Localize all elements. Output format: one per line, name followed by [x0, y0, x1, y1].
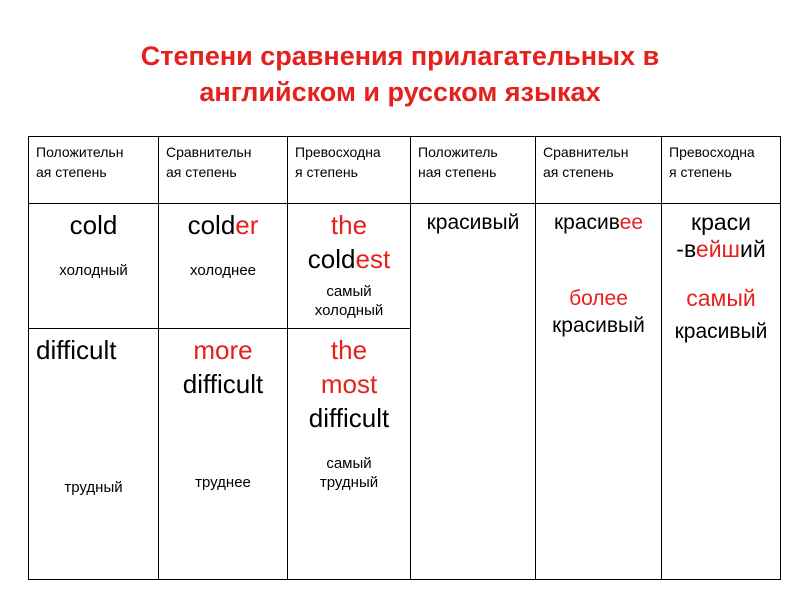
word-part: ий	[740, 236, 766, 262]
cell-ru-superlative	[662, 204, 781, 580]
word-cold: cold	[69, 210, 118, 240]
article-the: the	[330, 335, 368, 365]
suffix-ee: ее	[619, 211, 644, 234]
title-line-1: Степени сравнения прилагательных в	[140, 41, 660, 71]
suffix-est: est	[355, 244, 391, 274]
word-base: красив	[553, 211, 620, 234]
cell-ru-comparative	[536, 204, 662, 580]
header-cell	[536, 137, 662, 204]
cold-comparative-word	[159, 204, 287, 242]
cell-difficult-positive	[29, 329, 159, 580]
difficult-comparative-word: difficult	[182, 369, 264, 399]
header-cell	[159, 137, 288, 204]
header-en-comparative: Сравнительн ая степень	[166, 144, 252, 180]
header-cell	[29, 137, 159, 204]
title-line-2: английском и русском языках	[199, 77, 601, 107]
word-base: cold	[307, 244, 356, 274]
header-cell	[411, 137, 536, 204]
ru-superlative-word-samyy: самый	[686, 285, 756, 311]
header-ru-positive: Положитель ная степень	[418, 144, 498, 180]
header-en-superlative: Превосходна я степень	[295, 144, 381, 180]
difficult-positive-translation: трудный	[64, 479, 123, 496]
header-cell	[288, 137, 411, 204]
header-row	[29, 137, 781, 204]
cell-ru-positive	[411, 204, 536, 580]
cold-comparative-translation: холоднее	[190, 262, 256, 279]
table-row-cold	[29, 204, 781, 329]
ru-superlative-adj: красивый	[674, 320, 768, 343]
word-more: more	[193, 335, 253, 365]
article-the: the	[330, 210, 368, 240]
suffix-eysh: ейш	[695, 236, 740, 262]
header-ru-superlative: Превосходна я степень	[669, 144, 755, 180]
header-cell	[662, 137, 781, 204]
word-part: -в	[676, 236, 696, 262]
header-ru-comparative: Сравнительн ая степень	[543, 144, 629, 180]
cold-superlative-word	[288, 242, 410, 276]
difficult-comparative-translation: труднее	[195, 474, 251, 491]
cold-superlative-translation: самый холодный	[314, 283, 384, 319]
header-en-positive: Положительн ая степень	[36, 144, 124, 180]
word-base: cold	[187, 210, 236, 240]
cell-difficult-superlative	[288, 329, 411, 580]
ru-comparative-word-bolee: более	[569, 287, 628, 310]
cell-cold-comparative	[159, 204, 288, 329]
difficult-superlative-translation: самый трудный	[319, 455, 379, 491]
ru-positive-word: красивый	[426, 211, 520, 234]
cell-cold-positive	[29, 204, 159, 329]
ru-comparative-synthetic	[536, 204, 661, 236]
ru-superlative-part1: краси	[691, 209, 751, 235]
cold-positive-word	[29, 204, 158, 242]
ru-superlative-part2	[662, 236, 780, 263]
difficult-superlative-word: difficult	[308, 403, 390, 433]
word-most: most	[320, 369, 378, 399]
cell-cold-superlative	[288, 204, 411, 329]
comparison-table	[28, 136, 781, 580]
cell-difficult-comparative	[159, 329, 288, 580]
cold-positive-translation: холодный	[59, 262, 128, 279]
page-title	[0, 38, 800, 110]
suffix-er: er	[235, 210, 259, 240]
ru-comparative-adj: красивый	[552, 314, 645, 337]
difficult-positive-word: difficult	[36, 335, 117, 365]
